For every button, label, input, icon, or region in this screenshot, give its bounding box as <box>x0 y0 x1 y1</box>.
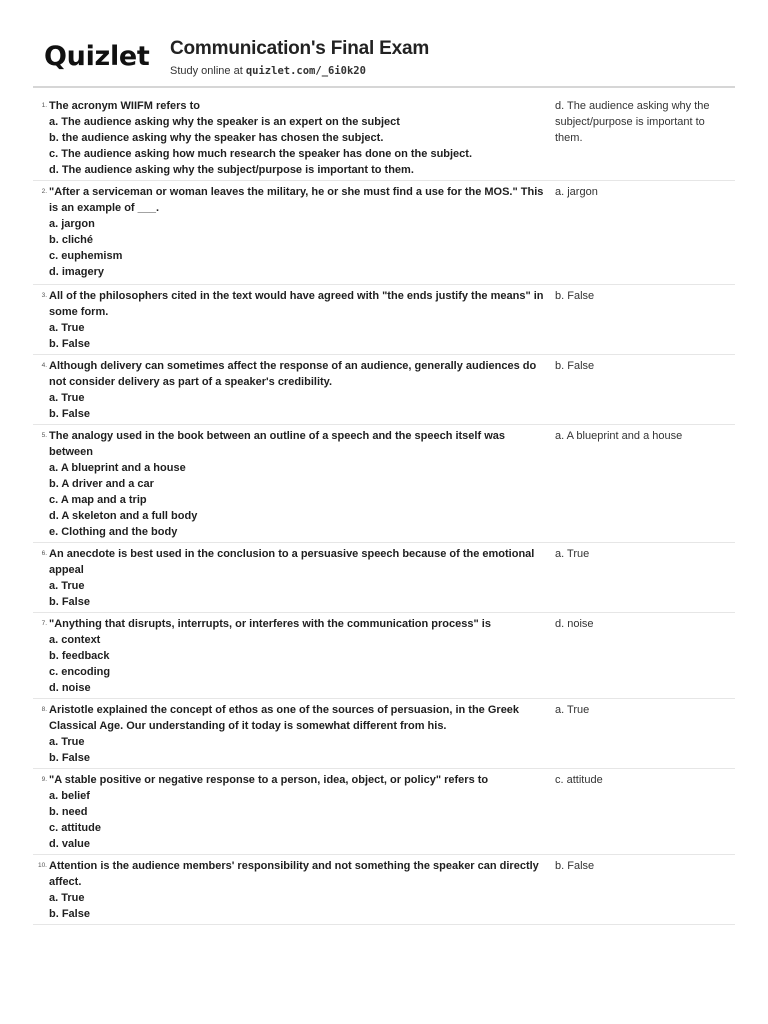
question-row <box>33 95 735 181</box>
answer-option: b. A driver and a car <box>49 478 154 490</box>
question-body <box>49 702 545 764</box>
question-number: 4. <box>41 362 47 369</box>
correct-answer: b. False <box>555 860 595 872</box>
question-body <box>49 772 545 850</box>
question-number: 3. <box>41 292 47 299</box>
question-row <box>33 855 735 925</box>
question-row <box>33 543 735 613</box>
study-online-line <box>170 65 366 77</box>
answer-option: a. True <box>49 892 85 904</box>
correct-answer: a. True <box>555 548 590 560</box>
study-prefix: Study online at <box>170 65 246 77</box>
question-number: 7. <box>41 620 47 627</box>
question-text: "Anything that disrupts, interrupts, or interferes with the communication process" is <box>49 618 491 630</box>
answer-option: a. context <box>49 634 101 646</box>
correct-answer: b. False <box>555 360 595 372</box>
question-text: Although delivery can sometimes affect the response of an audience, generally audiences do not consider delivery as part of a speaker's credibility. <box>49 360 537 388</box>
question-row <box>33 425 735 543</box>
answer-option: d. The audience asking why the subject/purpose is important to them. <box>49 164 414 176</box>
answer-option: b. False <box>49 338 90 350</box>
question-list <box>33 95 735 925</box>
question-body <box>49 858 545 920</box>
question-text: The acronym WIIFM refers to <box>49 100 200 112</box>
correct-answer: d. The audience asking why the subject/purpose is important to them. <box>555 100 710 144</box>
study-url-link[interactable]: quizlet.com/_6i0k20 <box>245 65 366 77</box>
answer-option: c. encoding <box>49 666 111 678</box>
question-row <box>33 769 735 855</box>
question-number: 10. <box>37 862 47 869</box>
answer-option: c. euphemism <box>49 250 123 262</box>
correct-answer: a. A blueprint and a house <box>555 430 683 442</box>
answer-option: b. False <box>49 908 90 920</box>
question-text: Aristotle explained the concept of ethos as one of the sources of persuasion, in the Greek Classical Age. Our understanding of it today is somewhat different from his. <box>49 704 520 732</box>
answer-option: c. A map and a trip <box>49 494 147 506</box>
question-number: 8. <box>41 706 47 713</box>
question-number: 2. <box>41 188 47 195</box>
answer-option: a. True <box>49 322 85 334</box>
question-text: "A stable positive or negative response to a person, idea, object, or policy" refers to <box>49 774 489 786</box>
answer-option: b. False <box>49 596 90 608</box>
answer-option: b. False <box>49 752 90 764</box>
question-body <box>49 184 545 280</box>
question-body <box>49 358 545 420</box>
answer-option: d. A skeleton and a full body <box>49 510 198 522</box>
question-number: 6. <box>41 550 47 557</box>
question-body <box>49 616 545 694</box>
answer-option: b. need <box>49 806 88 818</box>
question-body <box>49 546 545 608</box>
page-title: Communication's Final Exam <box>170 38 430 59</box>
question-row <box>33 613 735 699</box>
question-text: An anecdote is best used in the conclusion to a persuasive speech because of the emotional appeal <box>49 548 535 576</box>
answer-option: a. belief <box>49 790 90 802</box>
quizlet-logo[interactable]: Quizlet <box>44 41 150 72</box>
answer-option: a. True <box>49 580 85 592</box>
answer-option: a. True <box>49 392 85 404</box>
answer-option: d. value <box>49 838 90 850</box>
correct-answer: d. noise <box>555 618 594 630</box>
question-number: 5. <box>41 432 47 439</box>
answer-option: d. imagery <box>49 266 105 278</box>
question-text: All of the philosophers cited in the text would have agreed with "the ends justify the means" in some form. <box>49 290 544 318</box>
answer-option: e. Clothing and the body <box>49 526 178 538</box>
question-text: "After a serviceman or woman leaves the military, he or she must find a use for the MOS." This is an example of ___. <box>49 186 544 214</box>
page-header <box>33 34 735 88</box>
question-body <box>49 98 545 176</box>
question-number: 9. <box>41 776 47 783</box>
answer-option: c. The audience asking how much research the speaker has done on the subject. <box>49 148 473 160</box>
correct-answer: a. True <box>555 704 590 716</box>
answer-option: a. The audience asking why the speaker is an expert on the subject <box>49 116 400 128</box>
answer-option: b. False <box>49 408 90 420</box>
answer-option: d. noise <box>49 682 91 694</box>
question-body <box>49 428 545 538</box>
question-row <box>33 355 735 425</box>
question-body <box>49 288 545 350</box>
answer-option: a. jargon <box>49 218 95 230</box>
question-row <box>33 285 735 355</box>
answer-option: a. True <box>49 736 85 748</box>
correct-answer: c. attitude <box>555 774 603 786</box>
question-number: 1. <box>41 102 47 109</box>
answer-option: b. cliché <box>49 234 94 246</box>
question-row <box>33 699 735 769</box>
answer-option: c. attitude <box>49 822 101 834</box>
answer-option: b. the audience asking why the speaker has chosen the subject. <box>49 132 384 144</box>
correct-answer: a. jargon <box>555 186 598 198</box>
question-text: The analogy used in the book between an outline of a speech and the speech itself was between <box>49 430 505 458</box>
question-text: Attention is the audience members' responsibility and not something the speaker can directly affect. <box>49 860 539 888</box>
answer-option: a. A blueprint and a house <box>49 462 186 474</box>
question-row <box>33 181 735 285</box>
answer-option: b. feedback <box>49 650 110 662</box>
correct-answer: b. False <box>555 290 595 302</box>
